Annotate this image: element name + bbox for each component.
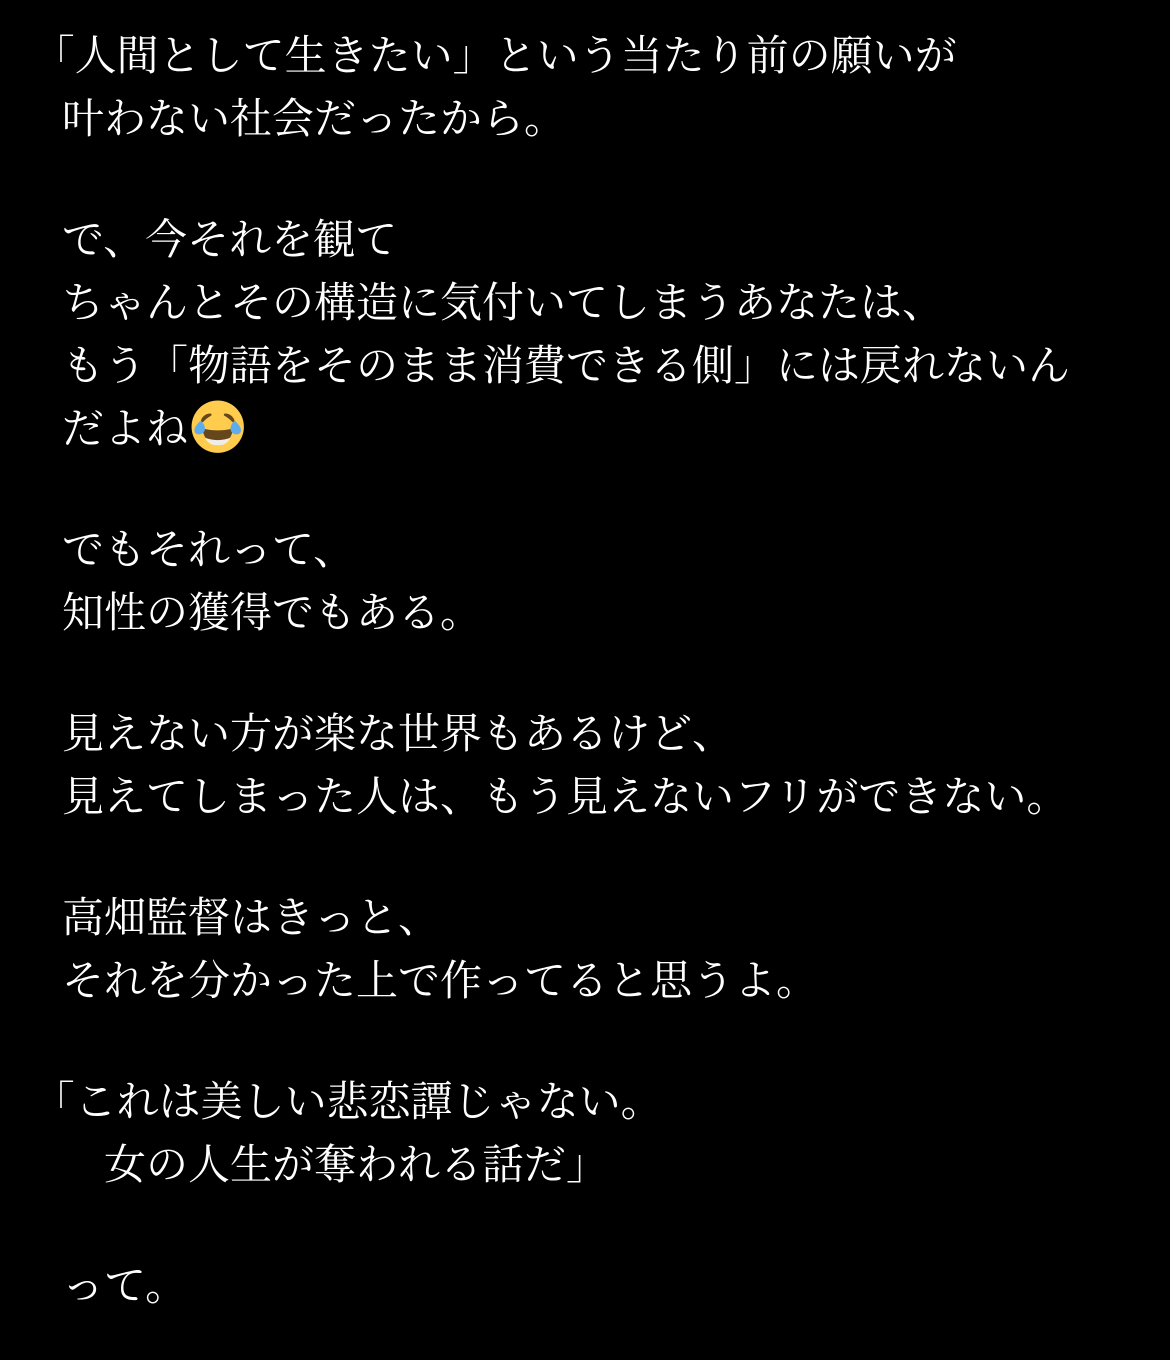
text-line: もう「物語をそのまま消費できる側」には戻れないん bbox=[62, 342, 1071, 389]
paragraph bbox=[62, 886, 1140, 1012]
face-with-tears-of-joy-emoji bbox=[190, 399, 245, 454]
paragraph bbox=[62, 518, 1140, 644]
text-line: 叶わない社会だったから。 bbox=[62, 95, 567, 142]
text-line: でもそれって、 bbox=[62, 526, 356, 573]
paragraph bbox=[62, 702, 1140, 828]
text-line: で、今それを観て bbox=[62, 216, 398, 263]
paragraph bbox=[62, 1254, 1140, 1317]
text-line: 「人間として生きたい」という当たり前の願いが bbox=[32, 32, 957, 79]
paragraph bbox=[32, 1070, 1140, 1196]
text-line: ちゃんとその構造に気付いてしまうあなたは、 bbox=[62, 279, 945, 326]
text-line: 見えてしまった人は、もう見えないフリができない。 bbox=[62, 773, 1069, 820]
text-line: 高畑監督はきっと、 bbox=[62, 894, 441, 941]
paragraph bbox=[62, 208, 1140, 460]
text-line: って。 bbox=[62, 1262, 188, 1309]
paragraph bbox=[32, 24, 1140, 150]
text-line: 見えない方が楽な世界もあるけど、 bbox=[62, 710, 735, 757]
text-line: それを分かった上で作ってると思うよ。 bbox=[62, 957, 819, 1004]
text-line: 知性の獲得でもある。 bbox=[62, 589, 483, 636]
text-line: 女の人生が奪われる話だ」 bbox=[62, 1141, 609, 1188]
text-line: 「これは美しい悲恋譚じゃない。 bbox=[32, 1078, 663, 1125]
text-line: だよね bbox=[62, 397, 1140, 460]
post-text bbox=[32, 24, 1140, 1317]
